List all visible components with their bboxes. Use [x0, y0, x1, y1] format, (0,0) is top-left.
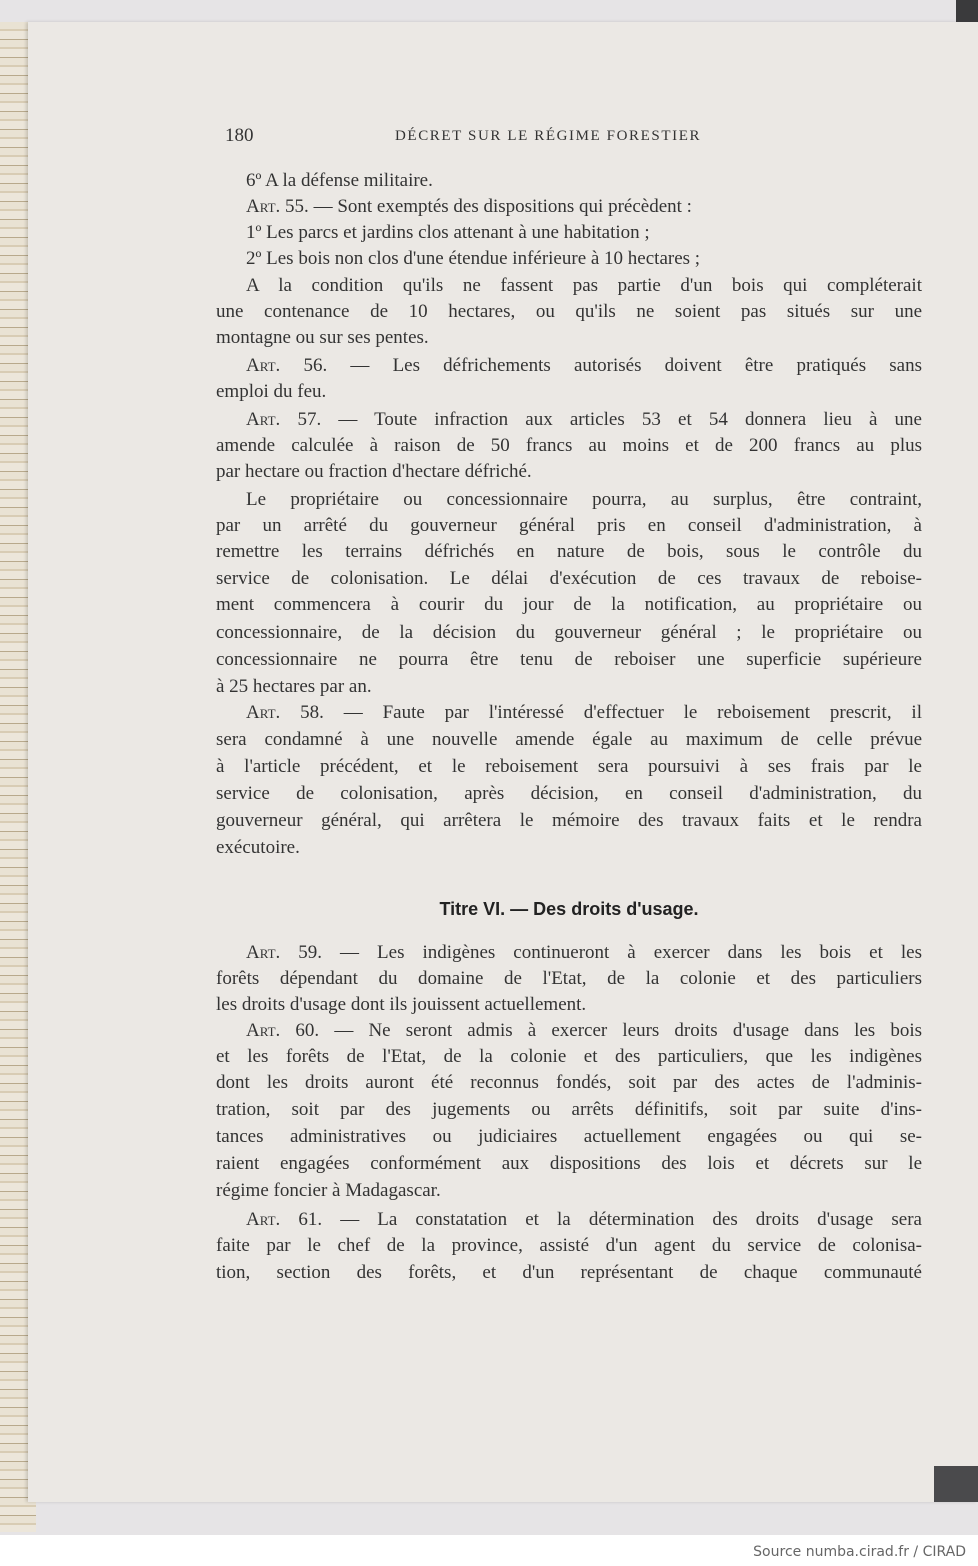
line-text: tration, soit par des jugements ou arrêts définitifs, soit par suite d'ins- [216, 1099, 922, 1120]
text-line [216, 355, 922, 377]
source-credit: Source numba.cirad.fr / CIRAD [753, 1544, 966, 1560]
text-line [216, 222, 922, 244]
text-line [216, 1180, 922, 1202]
line-text: — Ne seront admis à exercer leurs droits d'usage dans les bois [319, 1020, 922, 1041]
line-text: — Toute infraction aux articles 53 et 54 donnera lieu à une [321, 409, 922, 430]
text-line [216, 702, 922, 724]
line-text: concessionnaire, de la décision du gouverneur général ; le propriétaire ou [216, 622, 922, 643]
text-line [216, 1126, 922, 1148]
article-number: Art. 58. [246, 702, 324, 723]
text-line [216, 1235, 922, 1257]
line-text: exécutoire. [216, 837, 300, 858]
line-text: faite par le chef de la province, assisté d'un agent du service de colonisa- [216, 1235, 922, 1256]
line-text: par un arrêté du gouverneur général pris en conseil d'administration, à [216, 515, 922, 536]
line-text: — Sont exemptés des dispositions qui précèdent : [308, 196, 692, 217]
section-heading: Titre VI. — Des droits d'usage. [439, 899, 699, 919]
line-text: tances administratives ou judiciaires actuellement engagées ou qui se- [216, 1126, 922, 1147]
line-text: 6º A la défense militaire. [246, 170, 433, 191]
line-text: régime foncier à Madagascar. [216, 1180, 441, 1201]
text-line [216, 461, 922, 483]
line-text: — La constatation et la détermination des droits d'usage sera [322, 1209, 922, 1230]
article-number: Art. 59. [246, 942, 323, 963]
text-line [216, 622, 922, 644]
text-line [216, 649, 922, 671]
line-text: concessionnaire ne pourra être tenu de reboiser une superficie supérieure [216, 649, 922, 670]
line-text: à l'article précédent, et le reboisement sera poursuivi à ses frais par le [216, 756, 922, 777]
line-text: remettre les terrains défrichés en nature de bois, sous le contrôle du [216, 541, 922, 562]
page-corner-dark [956, 0, 978, 22]
line-text: montagne ou sur ses pentes. [216, 327, 429, 348]
line-text: tion, section des forêts, et d'un représentant de chaque communauté [216, 1262, 922, 1283]
text-line [216, 1209, 922, 1231]
text-line [216, 783, 922, 805]
article-number: Art. 61. [246, 1209, 323, 1230]
line-text: Le propriétaire ou concessionnaire pourra, au surplus, être contraint, [246, 489, 922, 510]
line-text: emploi du feu. [216, 381, 327, 402]
text-line [216, 327, 922, 349]
line-text: raient engagées conformément aux dispositions des lois et décrets sur le [216, 1153, 922, 1174]
text-line [216, 275, 922, 297]
text-line [216, 1099, 922, 1121]
text-line [216, 435, 922, 457]
text-line [216, 170, 922, 192]
line-text: 1º Les parcs et jardins clos attenant à une habitation ; [246, 222, 650, 243]
text-line [216, 409, 922, 431]
text-line [216, 568, 922, 590]
line-text: une contenance de 10 hectares, ou qu'ils ne soient pas situés sur une [216, 301, 922, 322]
text-line [216, 676, 922, 698]
line-text: ment commencera à courir du jour de la notification, au propriétaire ou [216, 594, 922, 615]
line-text: par hectare ou fraction d'hectare défriché. [216, 461, 532, 482]
line-text: gouverneur général, qui arrêtera le mémoire des travaux faits et le rendra [216, 810, 922, 831]
text-line [216, 756, 922, 778]
article-number: Art. 60. [246, 1020, 320, 1041]
line-text: les droits d'usage dont ils jouissent actuellement. [216, 994, 587, 1015]
text-line [216, 1262, 922, 1284]
text-line [216, 942, 922, 964]
text-line [216, 489, 922, 511]
line-text: dont les droits auront été reconnus fondés, soit par des actes de l'adminis- [216, 1072, 922, 1093]
text-line [216, 594, 922, 616]
text-line [216, 1153, 922, 1175]
line-text: et les forêts de l'Etat, de la colonie et des particuliers, que les indigènes [216, 1046, 922, 1067]
text-line [216, 381, 922, 403]
article-number: Art. 57. [246, 409, 322, 430]
article-number: Art. 55. [246, 196, 309, 217]
line-text: — Les indigènes continueront à exercer dans les bois et les [322, 942, 922, 963]
text-line [216, 515, 922, 537]
line-text: — Faute par l'intéressé d'effectuer le reboisement prescrit, il [323, 702, 922, 723]
text-line [216, 248, 922, 270]
text-line [216, 196, 922, 218]
line-text: 2º Les bois non clos d'une étendue inférieure à 10 hectares ; [246, 248, 701, 269]
text-line [216, 810, 922, 832]
line-text: service de colonisation. Le délai d'exécution de ces travaux de reboise- [216, 568, 922, 589]
text-line [216, 1072, 922, 1094]
text-line [216, 1046, 922, 1068]
page-number: 180 [225, 125, 254, 146]
text-line [216, 1020, 922, 1042]
line-text: — Les défrichements autorisés doivent être pratiqués sans [327, 355, 923, 376]
text-line [216, 837, 922, 859]
text-line [216, 968, 922, 990]
running-title: DÉCRET SUR LE RÉGIME FORESTIER [395, 128, 702, 144]
text-line [216, 729, 922, 751]
line-text: sera condamné à une nouvelle amende égale au maximum de celle prévue [216, 729, 922, 750]
line-text: amende calculée à raison de 50 francs au moins et de 200 francs au plus [216, 435, 922, 456]
line-text: forêts dépendant du domaine de l'Etat, de la colonie et des particuliers [216, 968, 922, 989]
text-line [216, 994, 922, 1016]
article-number: Art. 56. [246, 355, 328, 376]
line-text: à 25 hectares par an. [216, 676, 372, 697]
line-text: service de colonisation, après décision, en conseil d'administration, du [216, 783, 922, 804]
page-corner-shadow [934, 1466, 978, 1502]
text-line [216, 541, 922, 563]
line-text: A la condition qu'ils ne fassent pas partie d'un bois qui compléterait [246, 275, 922, 296]
text-line [216, 301, 922, 323]
